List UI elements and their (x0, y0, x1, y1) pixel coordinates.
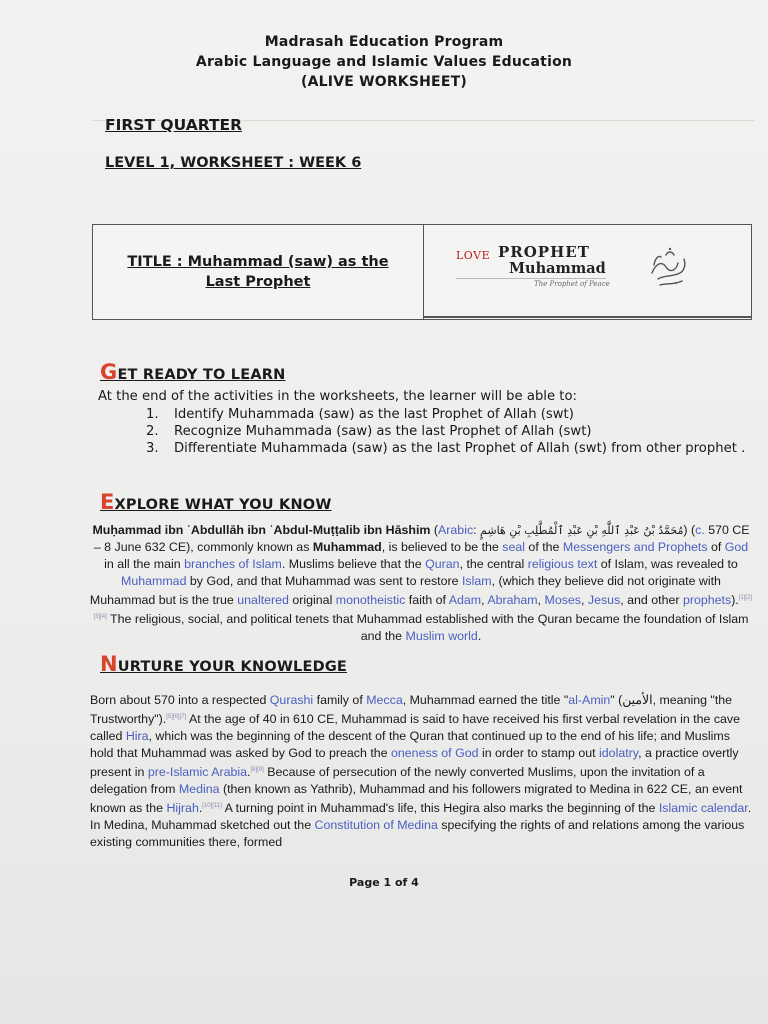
link-mecca[interactable]: Mecca (366, 693, 403, 707)
logo-muhammad: Muhammad (509, 260, 606, 277)
section-initial: G (100, 360, 118, 384)
list-item (146, 440, 746, 457)
text: , is believed to be the (381, 540, 503, 554)
citation[interactable]: [5][6][7] (166, 714, 187, 720)
text: . Muslims believe that the (281, 557, 426, 571)
text: " (الأمين, meaning "the Trustworthy"). (90, 693, 733, 727)
arabic-name: مُحَمَّدُ بْنُ عَبْدِ ٱللَّٰهِ بْنِ عَبْدِ ٱلْمُطَّلِبِ بْنِ هَاشِمٍ (480, 524, 684, 537)
objectives-intro: At the end of the activities in the worksheets, the learner will be able to: (98, 389, 577, 404)
link-prophets[interactable]: prophets (682, 593, 732, 608)
link-muslim-world[interactable]: Muslim world (405, 629, 478, 644)
text: Because of persecution of the newly converted Muslims, upon the invitation of a delegation from (90, 765, 705, 797)
section-initial: E (100, 490, 115, 514)
list-text: Differentiate Muhammada (saw) as the last Prophet of Allah (swt) from other prophet . (174, 441, 746, 456)
text: . (477, 629, 482, 644)
page-number: Page 1 of 4 (349, 876, 419, 889)
section-title: ET READY TO LEARN (117, 367, 286, 383)
text: The religious, social, and political tenets that Muhammad established with the Quran became the foundation of Islam and the (106, 612, 749, 644)
text: , and other (620, 593, 683, 608)
title-line-2: Last Prophet (205, 274, 311, 290)
link-hira[interactable]: Hira (125, 729, 149, 744)
subject-name: Arabic Language and Islamic Values Education (195, 54, 573, 70)
text: family of (313, 693, 367, 707)
link-hijrah[interactable]: Hijrah (166, 801, 199, 816)
list-number: 1. (146, 407, 159, 422)
citation[interactable]: [10][11] (202, 803, 222, 810)
text: Born about 570 into a respected (90, 693, 270, 707)
text: of Islam, was revealed to (597, 557, 738, 571)
worksheet-type: (ALIVE WORKSHEET) (301, 74, 467, 90)
text: (then known as Yathrib), Muhammad and his followers migrated to Medina in 622 CE, an event known as the (90, 782, 743, 816)
link-al-amin[interactable]: al-Amin (568, 693, 611, 707)
link-jesus[interactable]: Jesus (587, 593, 621, 608)
link-muhammad[interactable]: Muhammad (121, 574, 187, 588)
text: in order to stamp out (478, 746, 600, 761)
text: . In Medina, Muhammad sketched out the (90, 801, 752, 833)
section-nurture-heading (100, 652, 347, 676)
text: of the (524, 540, 563, 554)
text: 570 CE – 8 June 632 CE), commonly known as (93, 523, 750, 554)
link-medina[interactable]: Medina (178, 782, 220, 797)
list-text: Recognize Muhammada (saw) as the last Prophet of Allah (swt) (174, 424, 592, 439)
link-adam[interactable]: Adam (448, 593, 482, 608)
objectives-list (146, 406, 746, 457)
text: specifying the rights of and relations among the various existing communities there, formed (90, 818, 745, 850)
text: , (581, 593, 588, 608)
logo-cell-underline (424, 316, 751, 318)
list-number: 2. (146, 424, 159, 439)
title-box (92, 224, 752, 320)
calligraphy-icon (646, 243, 690, 291)
text: , Muhammad earned the title " (402, 693, 569, 707)
text: ) ( (683, 523, 696, 537)
link-circa[interactable]: c. (695, 523, 705, 537)
text: , the central (459, 557, 528, 571)
link-religious-text[interactable]: religious text (527, 557, 598, 571)
link-moses[interactable]: Moses (544, 593, 581, 608)
logo-prophet: PROPHET (498, 243, 590, 261)
text: , (which they believe did not originate with Muhammad but is the true (89, 574, 721, 608)
text: . (247, 765, 251, 780)
link-quran[interactable]: Quran (425, 557, 460, 571)
text: ). (731, 593, 739, 608)
program-name: Madrasah Education Program (264, 34, 504, 50)
full-name: Muḥammad ibn ʿAbdullāh ibn ʿAbdul-Muṭṭalib ibn Hāshim (92, 523, 431, 537)
link-pre-islamic-arabia[interactable]: pre-Islamic Arabia (147, 765, 248, 780)
link-islam[interactable]: Islam (461, 574, 492, 588)
link-monotheistic[interactable]: monotheistic (335, 593, 406, 608)
section-title: XPLORE WHAT YOU KNOW (114, 497, 332, 513)
text: , (481, 593, 488, 608)
text: At the age of 40 in 610 CE, Muhammad is said to have received his first verbal revelation in the cave called (90, 712, 740, 744)
text: : (473, 523, 481, 537)
level-heading: LEVEL 1, WORKSHEET : WEEK 6 (105, 155, 362, 171)
text: ( (430, 523, 439, 537)
text: , (537, 593, 545, 608)
link-seal[interactable]: seal (502, 540, 525, 554)
text: A turning point in Muhammad's life, this Hegira also marks the beginning of the (221, 801, 659, 816)
link-messengers[interactable]: Messengers and Prophets (562, 540, 708, 554)
link-branches[interactable]: branches of Islam (184, 557, 282, 571)
text: , a practice overtly present in (90, 746, 739, 780)
logo-cell (424, 225, 751, 319)
text: , which was the beginning of the descent of the Quran that continued up to the end of his life; and Muslims hold that Muhammad was asked by God to preach the (90, 729, 730, 761)
link-arabic[interactable]: Arabic (438, 523, 474, 537)
section-get-ready-heading (100, 360, 285, 384)
text: in all the main (104, 557, 185, 571)
text: original (288, 593, 336, 608)
link-qurashi[interactable]: Qurashi (269, 693, 314, 707)
link-abraham[interactable]: Abraham (487, 593, 538, 608)
list-number: 3. (146, 441, 159, 456)
text: by God, and that Muhammad was sent to restore (186, 574, 462, 588)
list-item (146, 406, 746, 423)
bold-muhammad: Muhammad (312, 540, 382, 554)
section-initial: N (100, 652, 118, 676)
logo-divider (456, 278, 606, 279)
list-text: Identify Muhammada (saw) as the last Prophet of Allah (swt) (174, 407, 574, 422)
link-unaltered[interactable]: unaltered (237, 593, 289, 608)
section-title: URTURE YOUR KNOWLEDGE (117, 659, 348, 675)
title-line-1: TITLE : Muhammad (saw) as the (127, 254, 389, 270)
worksheet-header (0, 32, 768, 92)
text: faith of (405, 593, 449, 608)
text: of (707, 540, 725, 554)
explore-paragraph (88, 522, 754, 645)
logo-tagline: The Prophet of Peace (534, 280, 610, 288)
quarter-heading: FIRST QUARTER (105, 116, 243, 134)
text: . (198, 801, 203, 816)
logo-love: LOVE (456, 249, 491, 262)
section-explore-heading (100, 490, 332, 514)
link-constitution-of-medina[interactable]: Constitution of Medina (314, 818, 438, 833)
link-god[interactable]: God (724, 540, 749, 554)
citation[interactable]: [8][9] (250, 767, 264, 774)
nurture-paragraph (90, 692, 754, 851)
link-islamic-calendar[interactable]: Islamic calendar (658, 801, 748, 816)
link-idolatry[interactable]: idolatry (599, 746, 639, 761)
citation[interactable]: [1][2][3][4] (93, 595, 753, 621)
list-item (146, 423, 746, 440)
title-cell (93, 225, 424, 319)
link-oneness-of-god[interactable]: oneness of God (391, 746, 479, 761)
